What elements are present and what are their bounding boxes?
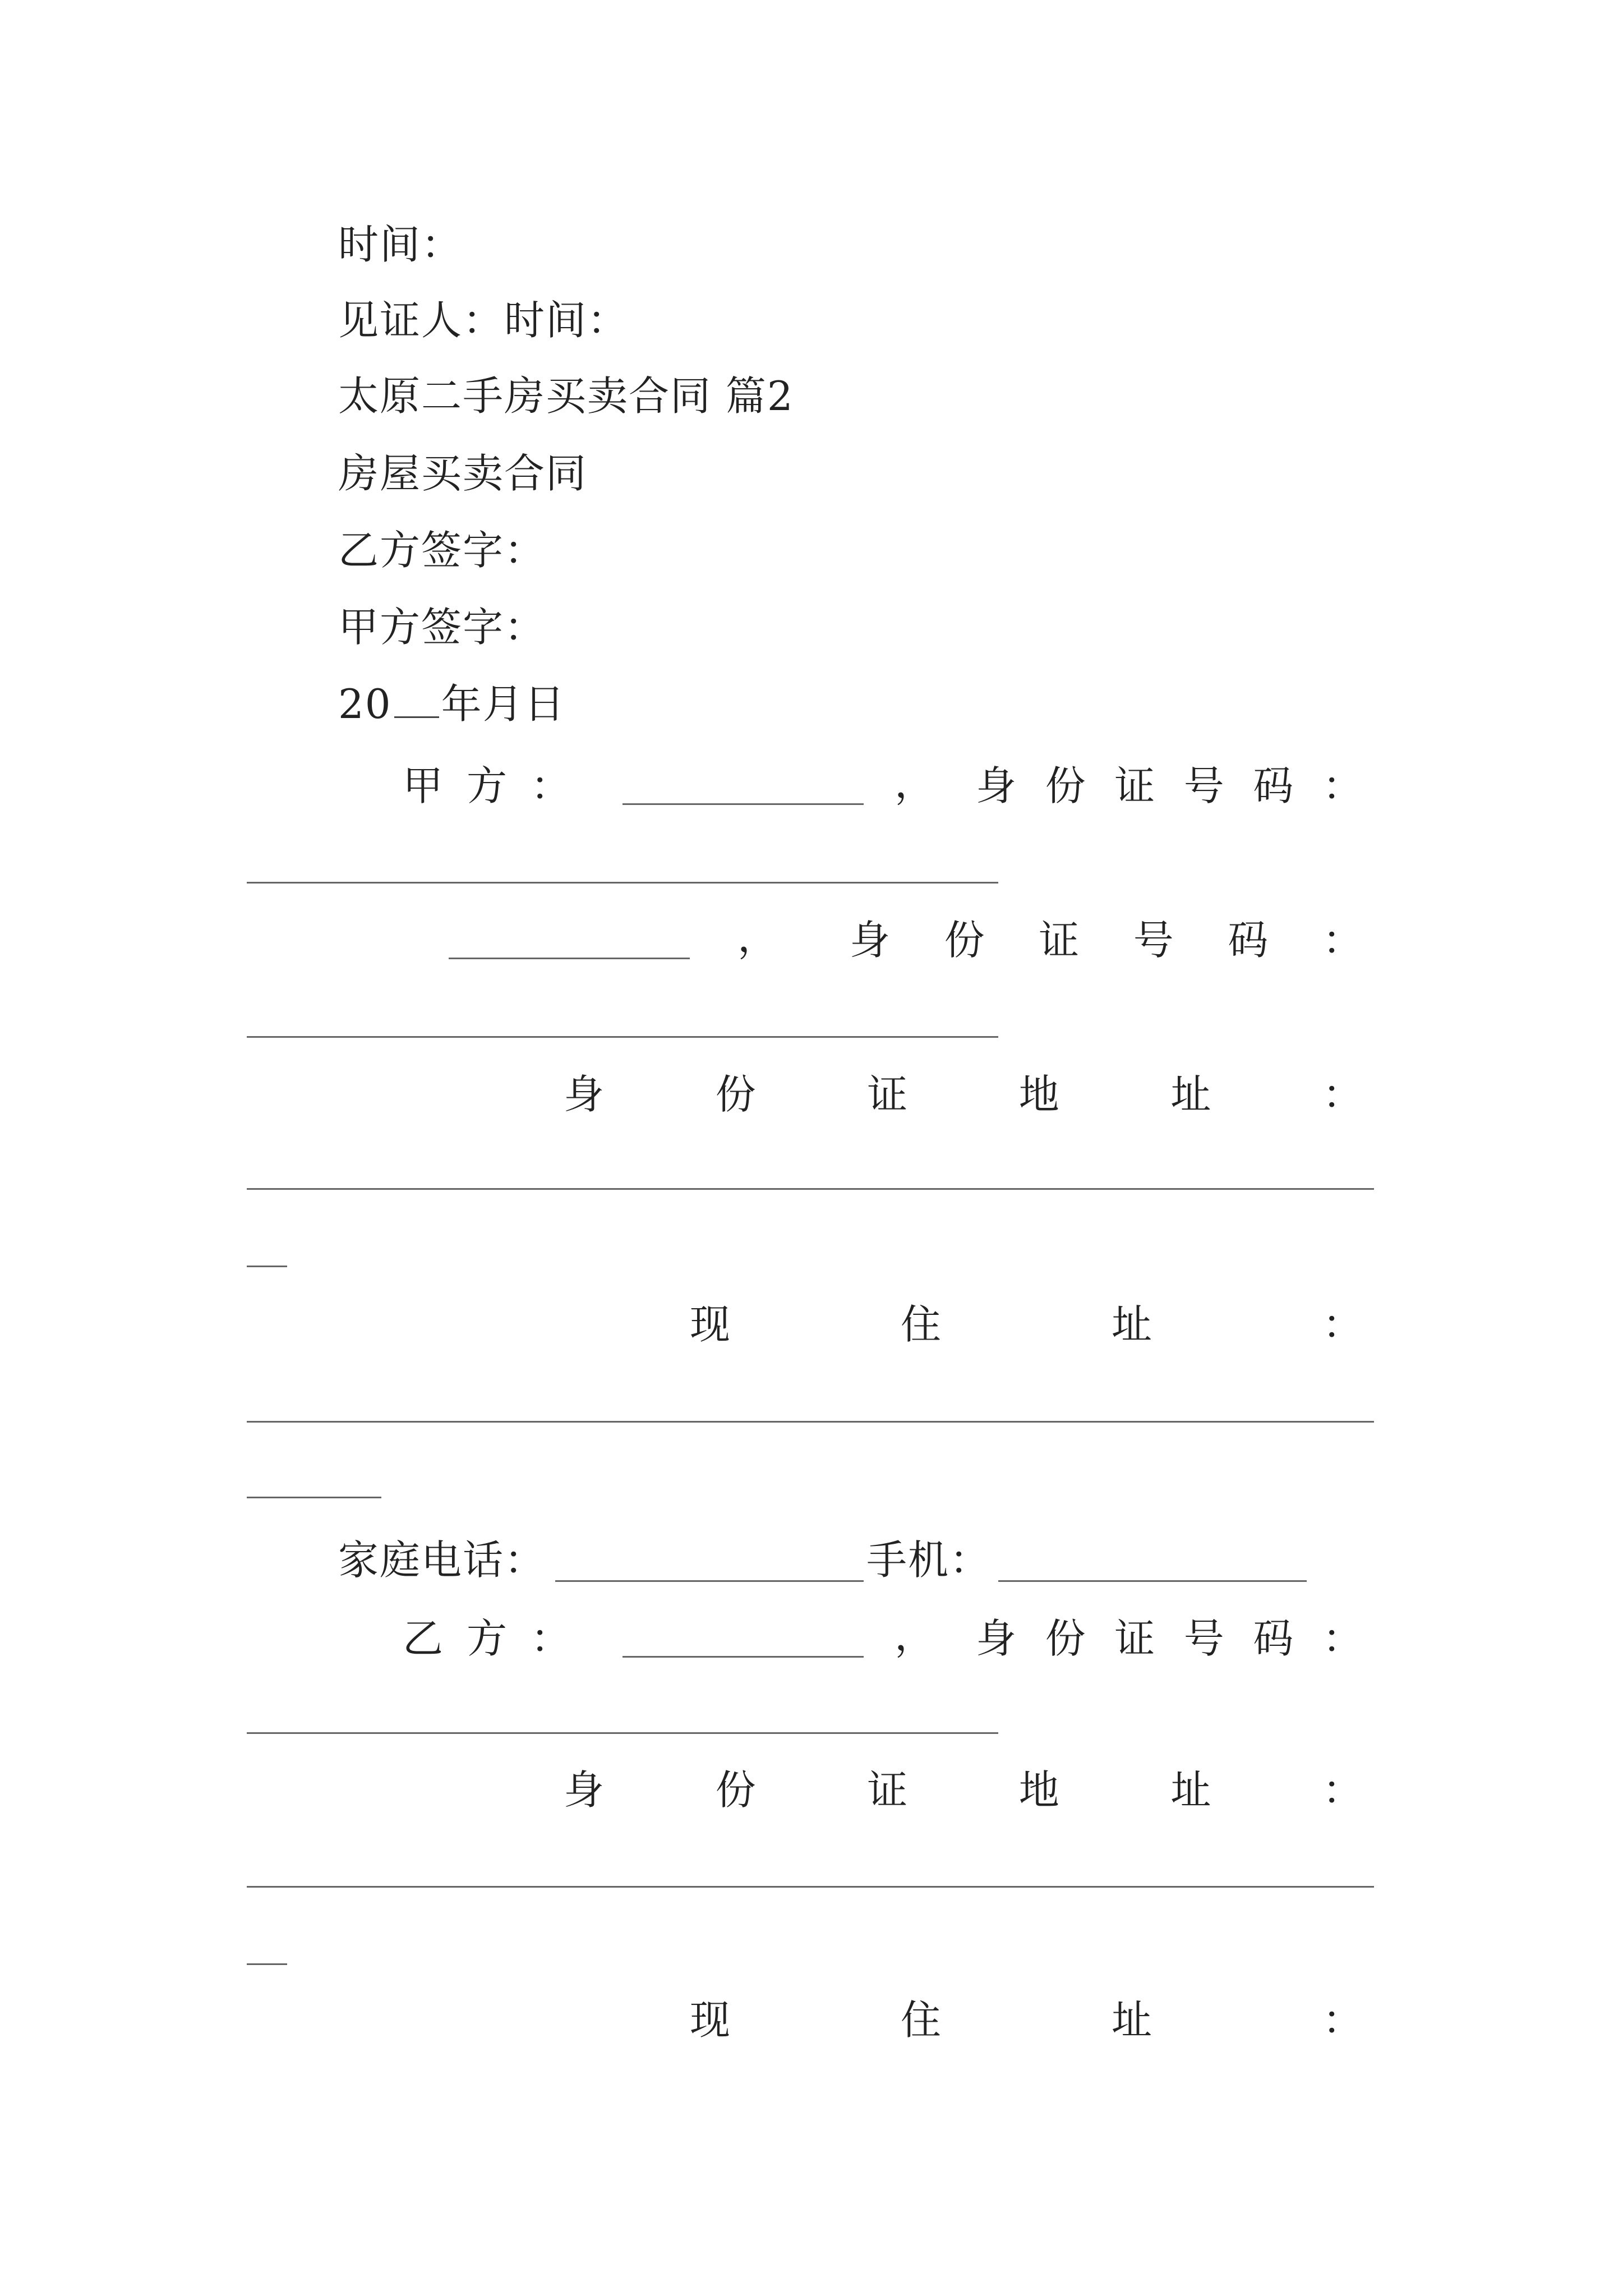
id-address-2-blank-continued — [247, 1963, 287, 1965]
party-a-comma: ， — [895, 760, 937, 807]
id-address-label-2: 身 份 证 地 址 ： — [564, 1766, 1363, 1814]
party-b-label: 乙 方 ： — [403, 1615, 571, 1662]
date-line — [338, 680, 566, 728]
id-address-label-1: 身 份 证 地 址 ： — [564, 1071, 1363, 1118]
id-address-1-blank-continued — [247, 1266, 287, 1267]
time-line: 时间： — [338, 221, 463, 268]
mobile-blank — [998, 1580, 1307, 1582]
mobile-label: 手机： — [866, 1536, 992, 1584]
party-a-signature-line: 甲方签字： — [338, 604, 546, 651]
party-a-name-blank — [623, 803, 864, 805]
year-blank — [394, 714, 439, 718]
home-phone-blank — [555, 1580, 864, 1582]
current-address-label-2: 现 住 址 ： — [690, 1996, 1363, 2044]
id-address-1-blank — [247, 1188, 1374, 1190]
party-b-signature-line: 乙方签字： — [338, 527, 546, 574]
second-id-label: 身 份 证 号 码 ： — [850, 917, 1363, 964]
party-b-id-number-blank — [247, 1732, 998, 1734]
party-a-id-number-blank — [247, 882, 998, 884]
id-address-2-blank — [247, 1886, 1374, 1888]
party-a-label: 甲 方 ： — [403, 762, 571, 809]
contract-title: 房屋买卖合同 — [338, 450, 588, 497]
party-b-comma: ， — [895, 1612, 937, 1659]
second-id-number-blank — [247, 1036, 998, 1038]
second-comma: ， — [737, 914, 780, 961]
home-phone-label: 家庭电话： — [338, 1536, 546, 1584]
current-address-1-blank — [247, 1421, 1374, 1423]
party-b-name-blank — [623, 1656, 864, 1658]
party-a-id-label: 身 份 证 号 码 ： — [976, 762, 1363, 809]
current-address-1-blank-continued — [247, 1497, 381, 1498]
date-suffix: 年月日 — [441, 680, 566, 728]
date-year-prefix: 20 — [338, 680, 392, 728]
witness-line: 见证人：时间： — [338, 297, 629, 344]
second-name-blank — [449, 958, 690, 959]
current-address-label-1: 现 住 址 ： — [690, 1301, 1363, 1348]
party-b-id-label: 身 份 证 号 码 ： — [976, 1615, 1363, 1662]
section-title: 太原二手房买卖合同 篇2 — [338, 372, 794, 420]
